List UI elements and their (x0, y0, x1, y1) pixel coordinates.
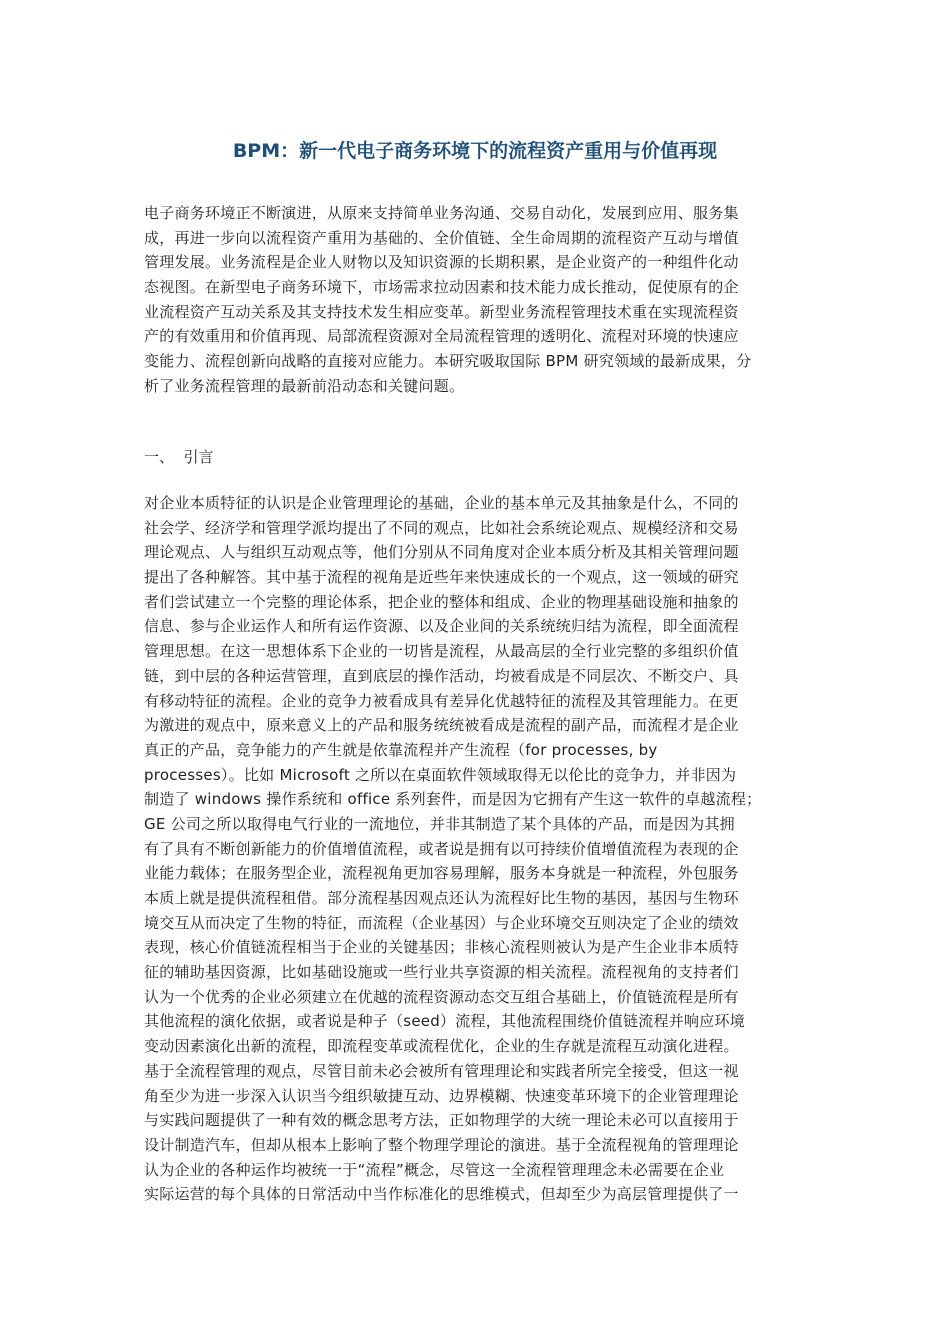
abstract-line: 态视图。在新型电子商务环境下，市场需求拉动因素和技术能力成长推动，促使原有的企 (144, 278, 739, 297)
intro-line: 链，到中层的各种运营管理，直到底层的操作活动，均被看成是不同层次、不断交户、具 (144, 666, 739, 685)
intro-line: 业能力载体；在服务型企业，流程视角更加容易理解，服务本身就是一种流程，外包服务 (144, 864, 739, 883)
intro-line: 理论观点、人与组织互动观点等，他们分别从不同角度对企业本质分析及其相关管理问题 (144, 543, 739, 562)
intro-paragraph (144, 491, 806, 1207)
intro-line: 真正的产品，竞争能力的产生就是依靠流程并产生流程（for processes, by (144, 740, 658, 759)
section-heading (144, 445, 806, 470)
intro-line: GE 公司之所以取得电气行业的一流地位，并非其制造了某个具体的产品，而是因为其拥 (144, 814, 735, 833)
intro-line: 管理思想。在这一思想体系下企业的一切皆是流程，从最高层的全行业完整的多组织价值 (144, 642, 739, 661)
intro-line: 角至少为进一步深入认识当今组织敏捷互动、边界模糊、快速变革环境下的企业管理理论 (144, 1086, 739, 1105)
abstract-line: 析了业务流程管理的最新前沿动态和关键问题。 (144, 376, 465, 395)
abstract-line: 成，再进一步向以流程资产重用为基础的、全价值链、全生命周期的流程资产互动与增值 (144, 228, 739, 247)
intro-line: 征的辅助基因资源，比如基础设施或一些行业共享资源的相关流程。流程视角的支持者们 (144, 963, 739, 982)
intro-line: 与实践问题提供了一种有效的概念思考方法，正如物理学的大统一理论未必可以直接用于 (144, 1111, 739, 1130)
abstract-line: 管理发展。业务流程是企业人财物以及知识资源的长期积累，是企业资产的一种组件化动 (144, 253, 739, 272)
intro-line: 其他流程的演化依据，或者说是种子（seed）流程，其他流程围绕价值链流程并响应环境 (144, 1012, 746, 1031)
intro-line: 有了具有不断创新能力的价值增值流程，或者说是拥有以可持续价值增值流程为表现的企 (144, 839, 739, 858)
intro-line: 变动因素演化出新的流程，即流程变革或流程优化，企业的生存就是流程互动演化进程。 (144, 1037, 739, 1056)
intro-line: 有移动特征的流程。企业的竞争力被看成具有差异化优越特征的流程及其管理能力。在更 (144, 691, 739, 710)
intro-line: processes）。比如 Microsoft 之所以在桌面软件领域取得无以伦比的竞争力，并非因为 (144, 765, 737, 784)
intro-line: 认为一个优秀的企业必须建立在优越的流程资源动态交互组合基础上，价值链流程是所有 (144, 987, 739, 1006)
abstract-line: 电子商务环境正不断演进，从原来支持简单业务沟通、交易自动化，发展到应用、服务集 (144, 204, 739, 222)
intro-line: 社会学、经济学和管理学派均提出了不同的观点，比如社会系统论观点、规模经济和交易 (144, 518, 739, 537)
intro-line: 设计制造汽车，但却从根本上影响了整个物理学理论的演进。基于全流程视角的管理理论 (144, 1135, 739, 1154)
intro-line: 表现，核心价值链流程相当于企业的关键基因；非核心流程则被认为是产生企业非本质特 (144, 938, 739, 957)
section-heading-text: 一、 引言 (144, 448, 214, 466)
intro-line: 境交互从而决定了生物的特征，而流程（企业基因）与企业环境交互则决定了企业的绩效 (144, 913, 739, 932)
intro-line: 制造了 windows 操作系统和 office 系列套件，而是因为它拥有产生这一软件的卓越流程； (144, 790, 762, 809)
intro-line: 基于全流程管理的观点，尽管目前未必会被所有管理理论和实践者所完全接受，但这一视 (144, 1061, 739, 1080)
intro-line: 者们尝试建立一个完整的理论体系，把企业的整体和组成、企业的物理基础设施和抽象的 (144, 592, 739, 611)
document-title: BPM：新一代电子商务环境下的流程资产重用与价值再现 (232, 140, 718, 162)
intro-line: 本质上就是提供流程租借。部分流程基因观点还认为流程好比生物的基因，基因与生物环 (144, 889, 739, 907)
abstract-paragraph (144, 201, 806, 399)
intro-line: 对企业本质特征的认识是企业管理理论的基础，企业的基本单元及其抽象是什么，不同的 (144, 494, 739, 512)
abstract-line: 产的有效重用和价值再现、局部流程资源对全局流程管理的透明化、流程对环境的快速应 (144, 327, 739, 346)
abstract-line: 变能力、流程创新向战略的直接对应能力。本研究吸取国际 BPM 研究领域的最新成果，分 (144, 352, 752, 371)
abstract-line: 业流程资产互动关系及其支持技术发生相应变革。新型业务流程管理技术重在实现流程资 (144, 302, 739, 321)
intro-line: 认为企业的各种运作均被统一于“流程”概念，尽管这一全流程管理理念未必需要在企业 (144, 1160, 725, 1179)
intro-line: 为激进的观点中，原来意义上的产品和服务统统被看成是流程的副产品，而流程才是企业 (144, 716, 739, 735)
intro-line: 信息、参与企业运作人和所有运作资源、以及企业间的关系统统归结为流程，即全面流程 (144, 617, 739, 636)
intro-line: 实际运营的每个具体的日常活动中当作标准化的思维模式，但却至少为高层管理提供了一 (144, 1185, 739, 1204)
intro-line: 提出了各种解答。其中基于流程的视角是近些年来快速成长的一个观点，这一领域的研究 (144, 568, 739, 587)
